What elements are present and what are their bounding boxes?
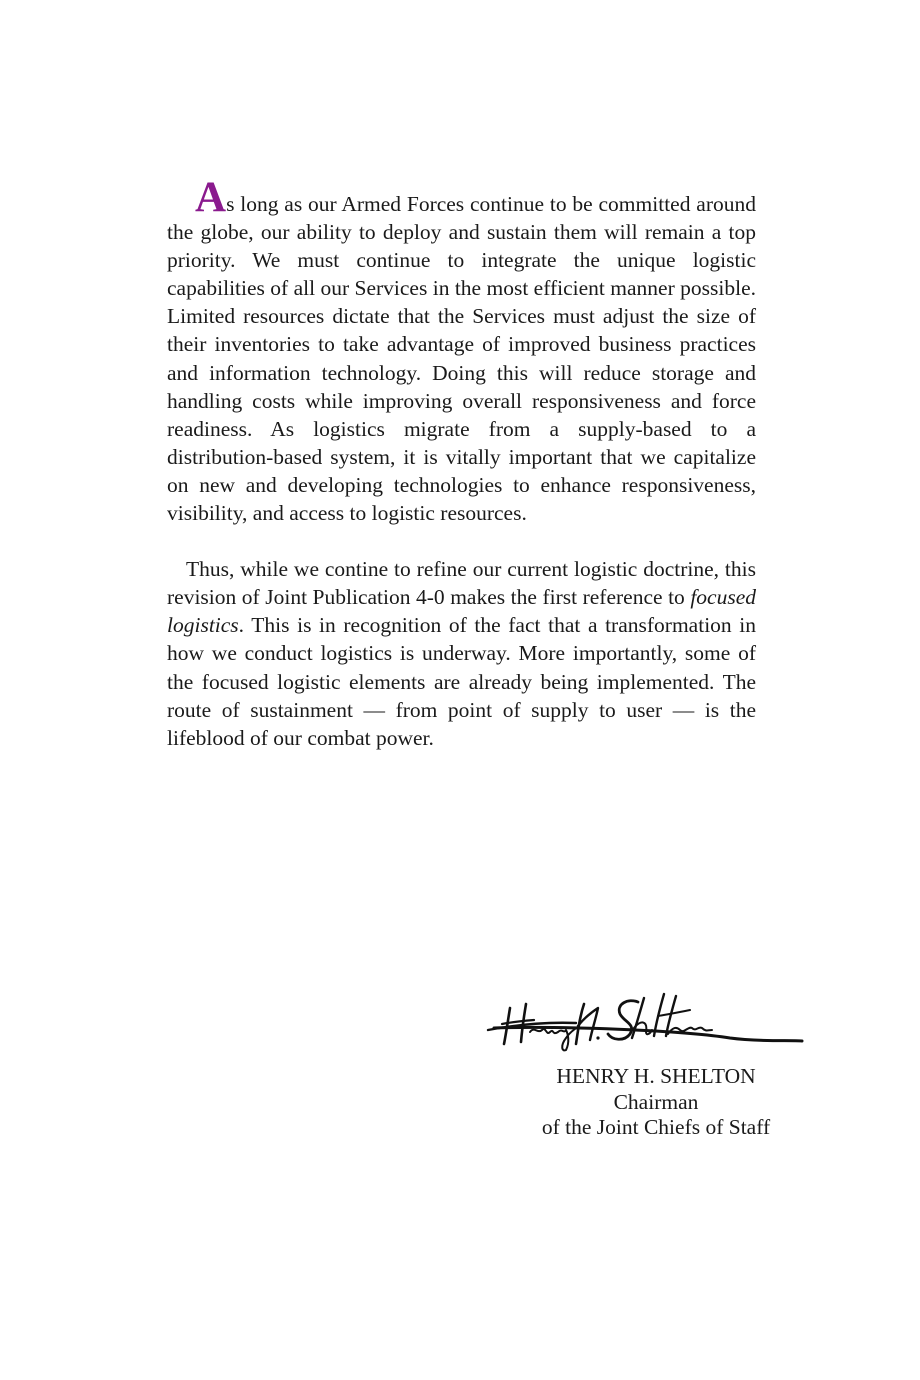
focused-logistics-emphasis: focused logistics <box>167 585 756 638</box>
handwritten-signature <box>480 990 816 1052</box>
foreword-text <box>167 174 756 752</box>
paragraph-2-end: . This is in recognition of the fact that a transformation in how we conduct logistics is underway. More importantly, some of the focused logistic elements are already being implemented. The route of sustainment — from point of supply to user — is the lifeblood of our combat power. <box>167 613 756 750</box>
signer-title: Chairman <box>613 1089 699 1114</box>
foreword-paragraph-2 <box>167 555 756 752</box>
signer-info <box>510 1064 802 1141</box>
paragraph-1-body: s long as our Armed Forces continue to be committed around the globe, our ability to deploy and sustain them will remain a top priority. We must continue to integrate the unique logistic capabilities of all our Services in the most efficient manner possible. Limited resources dictate that the Services must adjust the size of their inventories to take advantage of improved business practices and information technology. Doing this will reduce storage and handling costs while improving overall responsiveness and force readiness. As logistics migrate from a supply-based to a distribution-based system, it is vitally important that we capitalize on new and developing technologies to enhance responsiveness, visibility, and access to logistic resources. <box>167 192 756 526</box>
foreword-paragraph-1 <box>167 174 756 527</box>
signer-organization: of the Joint Chiefs of Staff <box>541 1115 771 1140</box>
paragraph-2-start: Thus, while we contine to refine our current logistic doctrine, this revision of Joint Publication 4-0 makes the first reference to <box>167 557 756 610</box>
drop-cap: A <box>195 174 227 221</box>
signer-name: HENRY H. SHELTON <box>556 1064 756 1088</box>
